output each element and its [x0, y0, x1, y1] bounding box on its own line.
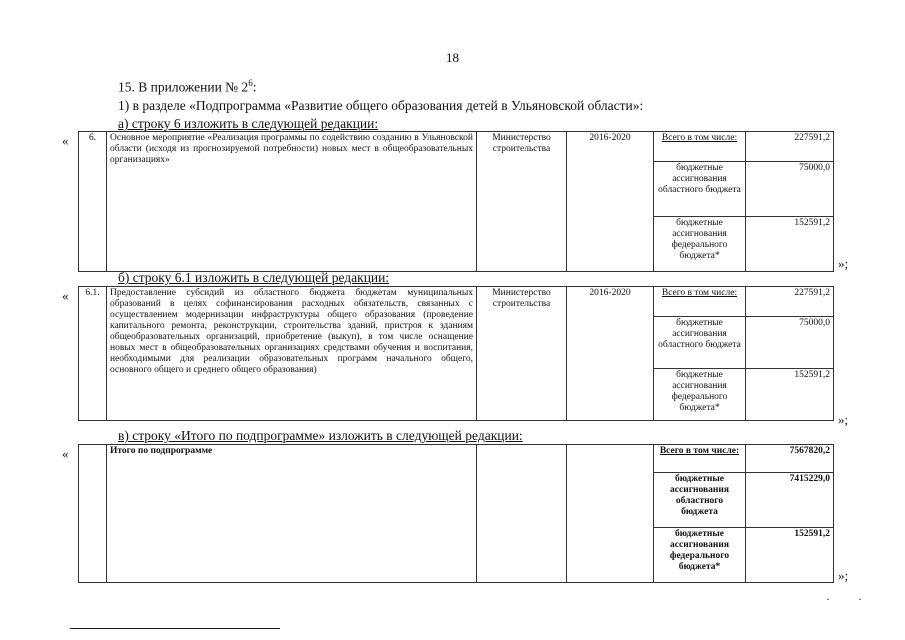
measure-name: Предоставление субсидий из областного бюджета бюджетам муниципальных образований в целях софинансирования расходных обязательств, связанных с осуществлением модернизации инфраструктуры общего образования (проведение капитального ремонта, реконструкции, строительства зданий, пристроя к зданиям общеобразовательных организаций, приобретение (выкуп), в том числе оснащение новых мест в общеобразовательных организациях средствами обучения и воспитания, необходимыми для реализации образовательных программ начального общего, основного общего и среднего общего образования)	[107, 287, 477, 421]
item-a-line: а) строку 6 изложить в следующей редакции:	[118, 116, 379, 131]
amount: 152591,2	[746, 528, 834, 583]
period: 2016-2020	[567, 287, 654, 421]
amount: 152591,2	[746, 217, 834, 272]
funding-source: бюджетные ассигнования областного бюджета	[654, 473, 746, 528]
section-line: 1) в разделе «Подпрограмма «Развитие общего образования детей в Ульяновской области»:	[118, 98, 644, 113]
quote-close-c: »;	[838, 568, 849, 583]
quote-close-a: »;	[838, 256, 849, 271]
amendment-heading	[118, 78, 256, 96]
amount: 75000,0	[746, 317, 834, 369]
table-row-6-block	[78, 131, 833, 272]
funding-source: Всего в том числе:	[654, 132, 746, 162]
footnote-rule	[70, 628, 280, 629]
quote-open-c: «	[62, 446, 69, 461]
amount: 227591,2	[746, 287, 834, 317]
amount: 75000,0	[746, 162, 834, 217]
amount: 152591,2	[746, 369, 834, 421]
funding-source: бюджетные ассигнования федерального бюджета*	[654, 217, 746, 272]
item-b-line: б) строку 6.1 изложить в следующей редакции:	[118, 270, 390, 285]
page-number: 18	[446, 50, 459, 65]
funding-source: бюджетные ассигнования федерального бюджета*	[654, 369, 746, 421]
scan-mark: ·	[826, 592, 830, 606]
heading-tail: :	[252, 79, 257, 95]
executor: Министерство строительства	[477, 132, 567, 272]
quote-open-a: «	[62, 133, 69, 148]
funding-source: бюджетные ассигнования федерального бюджета*	[654, 528, 746, 583]
row-number: 6.1.	[79, 287, 107, 421]
table-row	[79, 445, 834, 473]
period: 2016-2020	[567, 132, 654, 272]
table-row-6	[78, 131, 834, 272]
funding-source: Всего в том числе:	[654, 445, 746, 473]
table-total	[78, 444, 834, 583]
amount: 7415229,0	[746, 473, 834, 528]
quote-close-b: »;	[838, 412, 849, 427]
heading-superscript: 6	[248, 78, 253, 88]
table-row-6-1	[78, 286, 834, 421]
heading-text: 15. В приложении № 2	[118, 79, 249, 95]
row-number: 6.	[79, 132, 107, 272]
funding-source: Всего в том числе:	[654, 287, 746, 317]
amount: 7567820,2	[746, 445, 834, 473]
total-name: Итого по подпрограмме	[107, 445, 477, 583]
table-total-block	[78, 444, 833, 583]
item-c-line: в) строку «Итого по подпрограмме» изложить в следующей редакции:	[118, 428, 523, 443]
measure-name: Основное мероприятие «Реализация программы по содействию созданию в Ульяновской области (исходя из прогнозируемой потребности) новых мест в общеобразовательных организациях»	[107, 132, 477, 272]
executor: Министерство строительства	[477, 287, 567, 421]
quote-open-b: «	[62, 288, 69, 303]
amount: 227591,2	[746, 132, 834, 162]
table-row	[79, 287, 834, 317]
funding-source: бюджетные ассигнования областного бюджета	[654, 162, 746, 217]
table-row	[79, 132, 834, 162]
funding-source: бюджетные ассигнования областного бюджета	[654, 317, 746, 369]
scan-mark: ·	[858, 592, 862, 606]
table-row-6-1-block	[78, 286, 833, 421]
